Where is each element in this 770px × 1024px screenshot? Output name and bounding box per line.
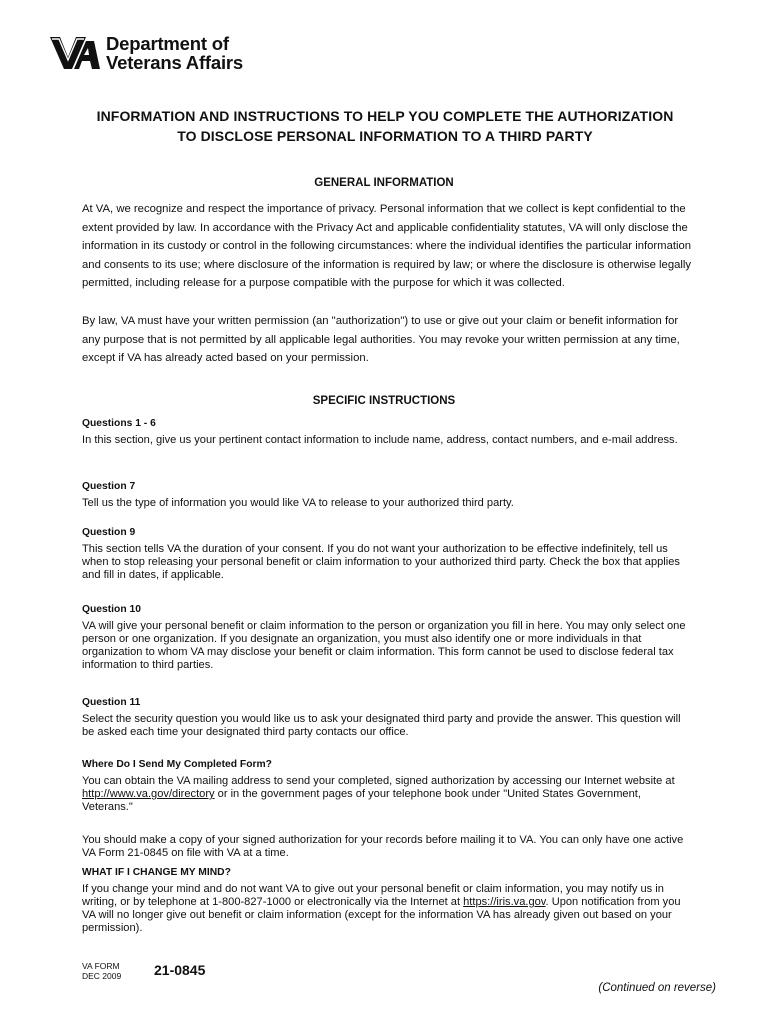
- question-9-text: This section tells VA the duration of your consent. If you do not want your authorization to be effective indefinitely, tell us when to stop releasing your personal benefit or claim information to your authorized third party. Check the box that applies and fill in dates, if applicable.: [82, 543, 680, 581]
- question-7-label: Question 7: [82, 481, 136, 492]
- question-9-label: Question 9: [82, 527, 136, 538]
- form-label: [82, 961, 121, 981]
- change-mind-text-start: If you change your mind and do not want VA to give out your personal benefit or claim information, you may notify us in writing, or by telephone at 1-800-827-1000 or electronically via the Internet at: [82, 883, 664, 908]
- general-information-heading: GENERAL INFORMATION: [314, 177, 454, 189]
- question-10-label: Question 10: [82, 604, 141, 615]
- change-mind-text: [82, 883, 690, 935]
- page-title: [60, 106, 710, 146]
- send-form-label: Where Do I Send My Completed Form?: [82, 759, 272, 770]
- questions-1-6-label: Questions 1 - 6: [82, 418, 156, 429]
- question-11-label: Question 11: [82, 697, 141, 708]
- title-line2: TO DISCLOSE PERSONAL INFORMATION TO A THIRD PARTY: [177, 128, 593, 144]
- change-mind-label: WHAT IF I CHANGE MY MIND?: [82, 867, 231, 878]
- org-name-line2: Veterans Affairs: [106, 52, 243, 73]
- send-form-text-start: You can obtain the VA mailing address to send your completed, signed authorization by accessing our Internet website at: [82, 775, 675, 787]
- title-line1: INFORMATION AND INSTRUCTIONS TO HELP YOU COMPLETE THE AUTHORIZATION: [96, 108, 674, 124]
- org-name-line1: Department of: [106, 33, 229, 54]
- send-form-text-end: or in the government pages of your telephone book under "United States Government, Veterans.": [82, 788, 641, 813]
- va-seal-icon: [48, 33, 100, 73]
- question-10-text: VA will give your personal benefit or claim information to the person or organization you fill in here. You may only select one person or one organization. If you designate an organization, you must also identify one or more individuals in that organization to whom VA may disclose your benefit or claim information. This form cannot be used to disclose federal tax information to third parties.: [82, 620, 686, 671]
- send-form-text: [82, 775, 690, 814]
- change-mind-text-end: . Upon notification from you VA will no longer give out benefit or claim information (except for the information VA has already given out based on your permission).: [82, 896, 681, 934]
- general-paragraph-2: By law, VA must have your written permission (an "authorization") to use or give out your claim or benefit information for any purpose that is not permitted by all applicable legal authorities. You may revoke your written permission at any time, except if VA has already acted based on your permission.: [82, 315, 680, 365]
- questions-1-6-text: In this section, give us your pertinent contact information to include name, address, contact numbers, and e-mail address.: [82, 434, 678, 446]
- continued-on-reverse: (Continued on reverse): [598, 982, 716, 994]
- iris-link[interactable]: https://iris.va.gov: [463, 896, 546, 908]
- va-logo: [48, 33, 243, 73]
- form-number: 21-0845: [154, 962, 206, 978]
- general-paragraph-1: At VA, we recognize and respect the importance of privacy. Personal information that we collect is kept confidential to the extent provided by law. In accordance with the Privacy Act and applicable confidentiality statutes, VA will only disclose the information in its custody or control in the following circumstances: where the individual identifies the particular information and consents to its use; where disclosure of the information is required by law; or where the disclosure is otherwise legally permitted, including release for a purpose compatible with the purpose for which it was collected.: [82, 203, 692, 290]
- question-7-text: Tell us the type of information you would like VA to release to your authorized third party.: [82, 497, 514, 509]
- question-11-text: Select the security question you would like us to ask your designated third party and provide the answer. This question will be asked each time your designated third party contacts our office.: [82, 713, 681, 738]
- va-directory-link[interactable]: http://www.va.gov/directory: [82, 788, 215, 800]
- form-label-line1: VA FORM: [82, 961, 120, 971]
- specific-instructions-heading: SPECIFIC INSTRUCTIONS: [312, 395, 456, 407]
- form-label-line2: DEC 2009: [82, 971, 122, 981]
- copy-note-text: You should make a copy of your signed authorization for your records before mailing it to VA. You can only have one active VA Form 21-0845 on file with VA at a time.: [82, 834, 684, 859]
